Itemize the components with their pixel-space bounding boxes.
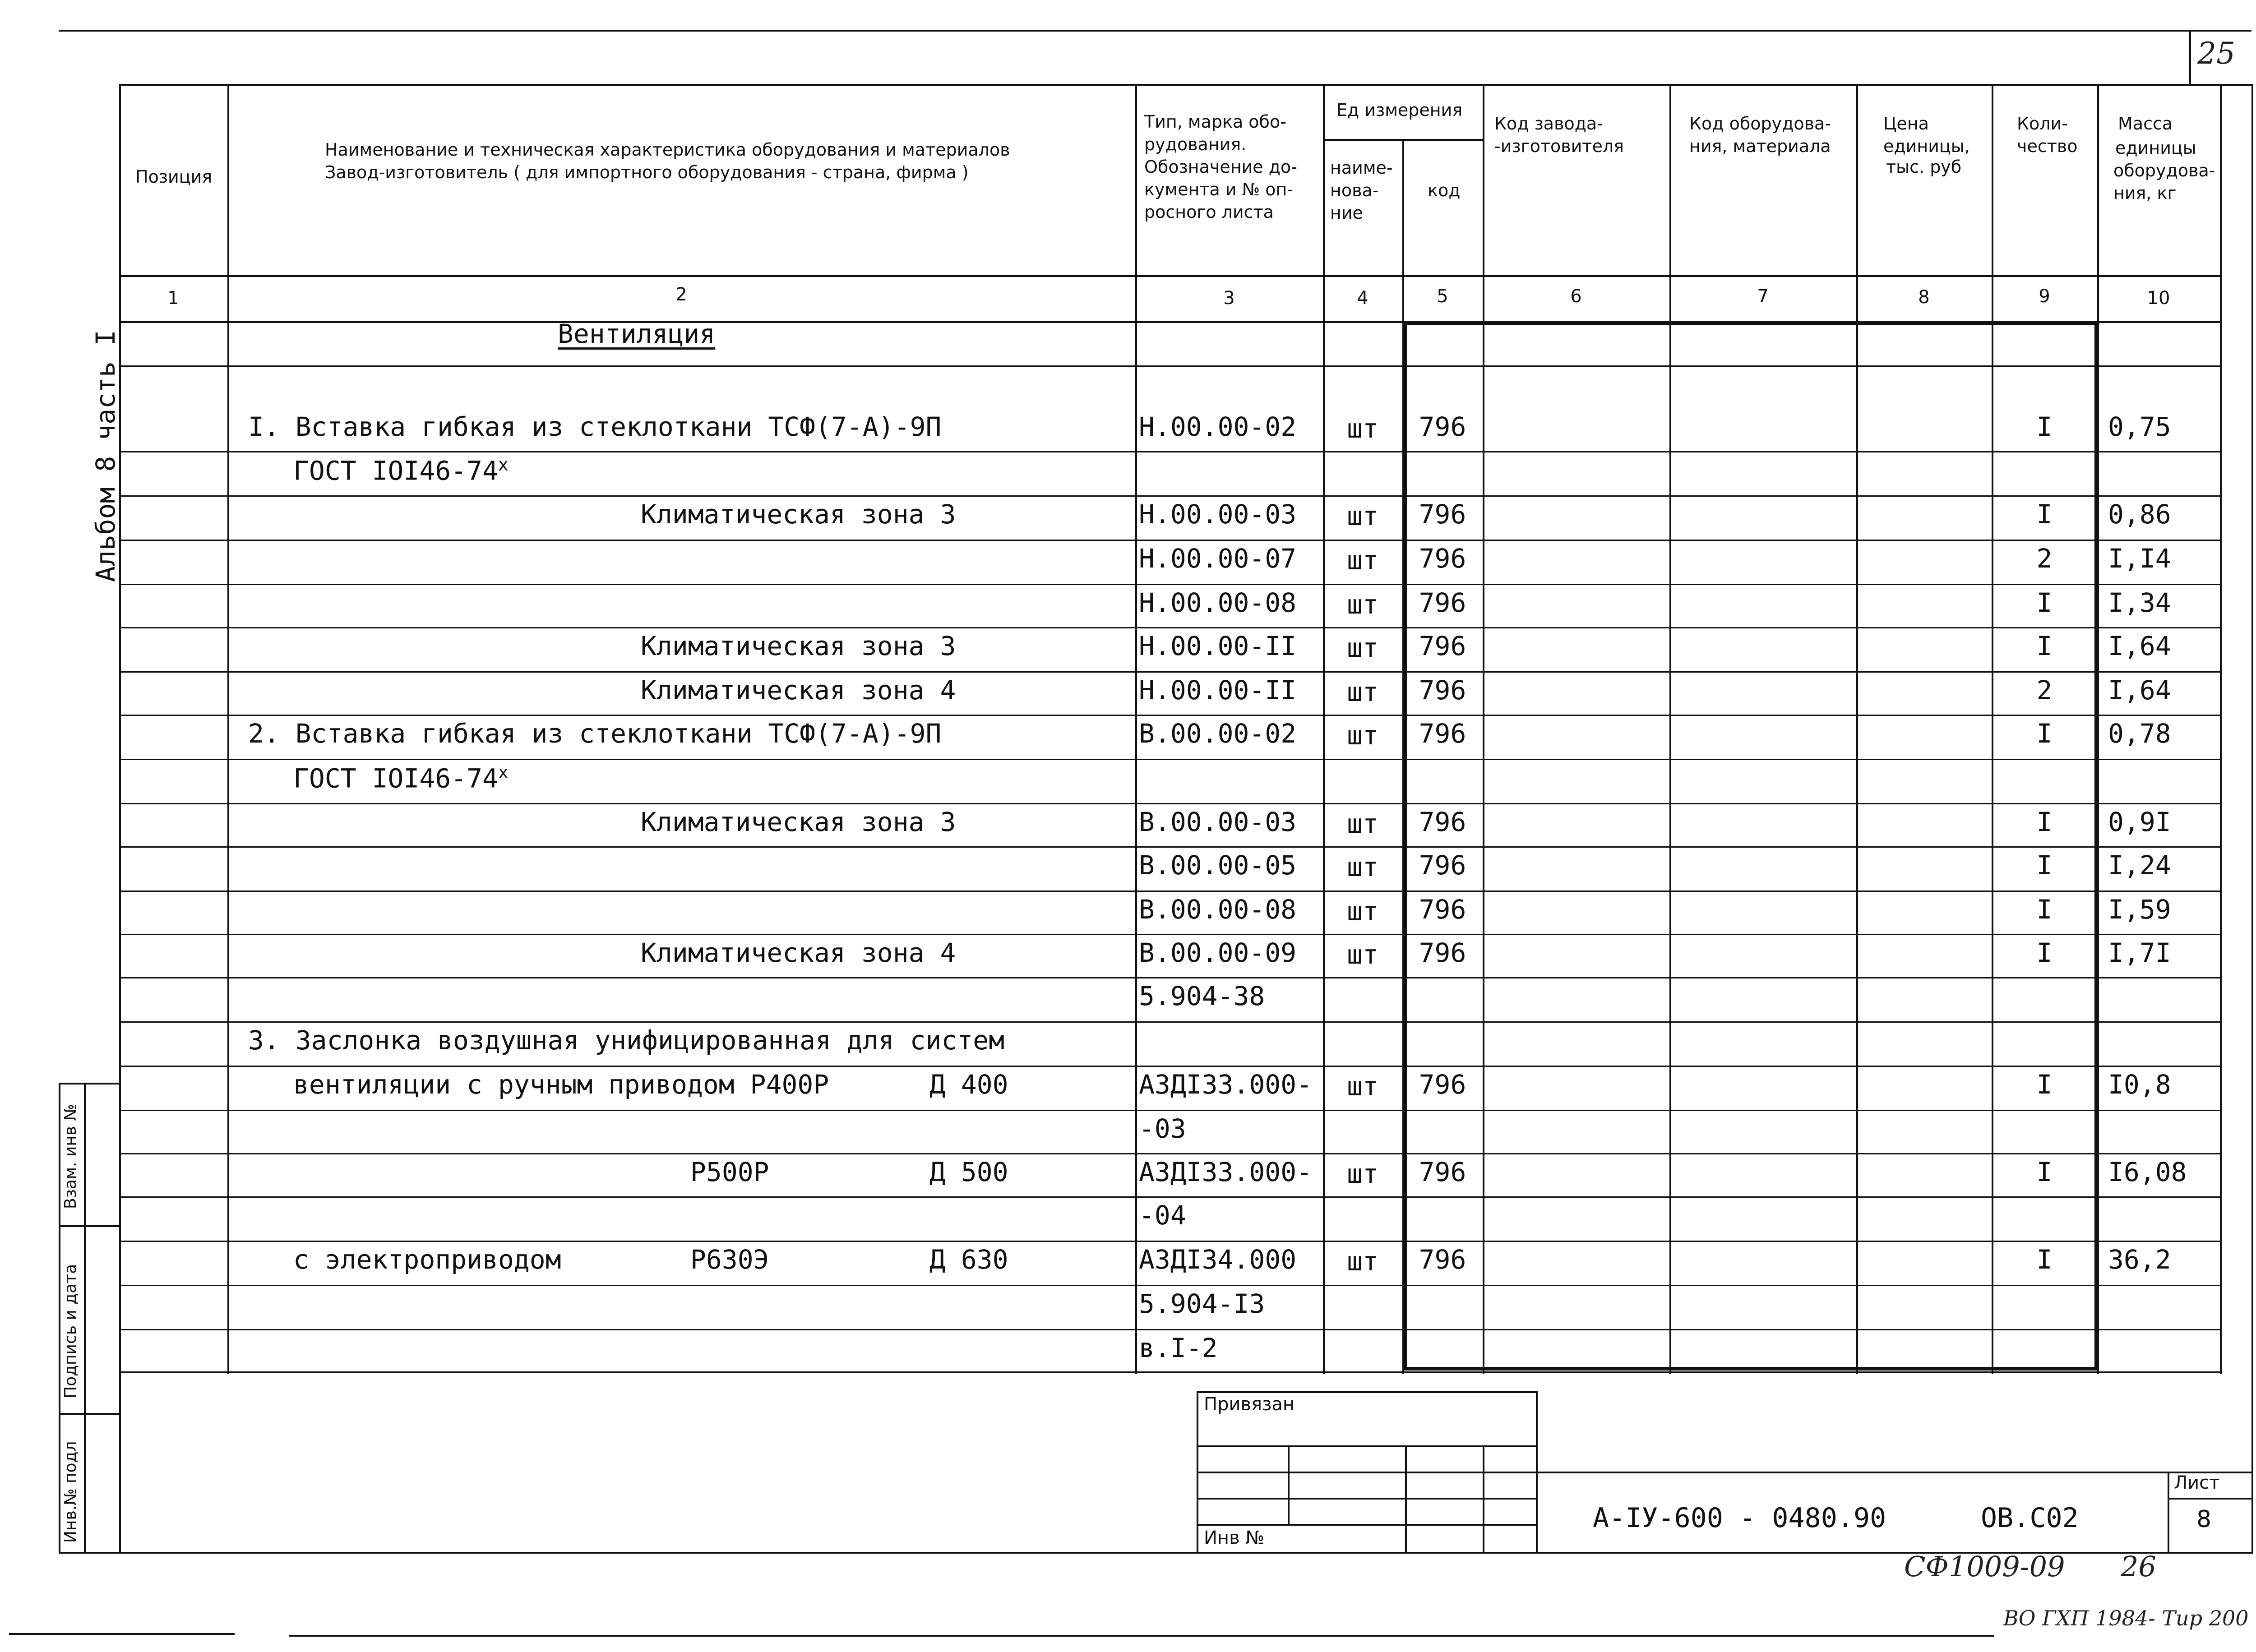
item-name: Климатическая зона 3 [641,807,956,837]
hdr-price-l1: Цена [1883,114,1929,134]
stamp-strip-mid [84,1083,86,1554]
item-mass: I,7I [2108,937,2171,968]
item-drive-model: Р630Э [690,1244,769,1275]
item-name: I. Вставка гибкая из стеклоткани ТСФ(7-А)-9П [248,411,942,442]
item-mass: I,59 [2108,894,2171,925]
hdr-mass-l2: единицы [2115,138,2196,158]
row-separator [119,715,2222,716]
item-quantity: 2 [2036,543,2053,574]
item-unit-code: 796 [1419,631,1466,661]
colnum-4: 4 [1357,288,1368,309]
bold-block-right [2094,321,2098,1371]
item-name: Климатическая зона 3 [641,631,956,661]
section-title: Вентиляция [558,318,716,349]
item-unit-code: 796 [1419,718,1466,749]
colnum-3: 3 [1223,288,1235,309]
frame-right [2251,84,2253,1553]
item-unit: шт [1347,808,1378,839]
hdr-type-l3: Обозначение до- [1144,157,1297,177]
row-separator [119,451,2222,452]
item-name: ГОСТ IOI46-74$^x$ [293,762,509,794]
item-quantity: I [2036,631,2053,661]
item-unit: шт [1347,852,1378,882]
item-unit-code: 796 [1419,937,1466,968]
col-line-10 [2220,84,2222,1374]
item-type-mark: Н.00.00-II [1139,675,1297,706]
hdr-maker-code-l1: Код завода- [1494,114,1603,134]
page-number: 25 [2197,36,2235,71]
item-type-mark: 5.904-38 [1139,981,1265,1011]
item-unit-code: 796 [1419,587,1466,618]
item-quantity: I [2036,587,2053,618]
item-name: ГОСТ IOI46-74$^x$ [293,455,509,486]
hdr-qty-l2: чество [2017,136,2078,156]
item-type-mark: Н.00.00-02 [1139,411,1297,442]
item-mass: 0,86 [2108,499,2171,530]
item-quantity: I [2036,807,2053,837]
bottom-rule-left [9,1633,235,1635]
hdr-mass-l4: ния, кг [2113,183,2177,203]
hdr-name-l2: Завод-изготовитель ( для импортного оборудования - страна, фирма ) [325,162,969,182]
hdr-mass-l1: Масса [2118,114,2173,134]
stamp-strip-left [59,1083,60,1554]
item-diameter: Д 400 [929,1069,1008,1100]
item-name: Р500Р [690,1157,769,1187]
hdr-type-l4: кумента и № оп- [1144,180,1294,199]
item-mass: I,I4 [2108,543,2171,574]
colnum-2: 2 [675,284,687,305]
handwritten-code: СФ1009-09 [1904,1550,2065,1583]
col-line-1 [227,84,229,1374]
bold-block-top [1403,321,2098,325]
item-mass: 0,75 [2108,411,2171,442]
hdr-unit-name-l3: ние [1330,203,1363,223]
col-line-5 [1483,84,1484,1374]
side-album-label: Альбом 8 часть I [90,330,121,582]
item-name: Климатическая зона 4 [641,675,956,706]
doc-code: А-IУ-600 - 0480.90 [1593,1502,1886,1534]
item-mass: 0,9I [2108,807,2171,837]
item-mass: 36,2 [2108,1244,2171,1275]
hdr-mass-l3: оборудова- [2113,161,2215,180]
stamp-sign-label: Подпись и дата [61,1264,80,1398]
item-type-mark: -03 [1139,1113,1186,1144]
item-unit: шт [1347,720,1378,751]
title-block-top [1536,1472,2253,1473]
hdr-name-l1: Наименование и техническая характеристика оборудования и материалов [325,140,1010,160]
handwritten-number: 26 [2121,1550,2156,1583]
hdr-equip-code-l2: ния, материала [1689,136,1831,156]
item-type-mark: Н.00.00-08 [1139,587,1297,618]
frame-top [119,84,2253,86]
row-separator [119,1285,2222,1286]
row-separator [119,1110,2222,1111]
stamp-strip-sep1 [59,1225,121,1227]
colnum-6: 6 [1570,286,1582,307]
item-unit: шт [1347,632,1378,663]
row-separator [119,1241,2222,1242]
hdr-type-l2: рудования. [1144,134,1247,154]
linked-col-2 [1405,1445,1407,1552]
item-name: 2. Вставка гибкая из стеклоткани ТСФ(7-А)-9П [248,718,942,749]
hdr-qty-l1: Коли- [2017,114,2068,134]
hdr-unit-code: код [1428,180,1461,200]
page-number-box-left [2189,32,2191,86]
bottom-rule-right [289,1635,1994,1637]
hdr-equip-code-l1: Код оборудова- [1689,114,1831,134]
item-diameter: Д 630 [929,1244,1008,1275]
superscript-mark: x [498,455,509,475]
item-name: вентиляции с ручным приводом Р400Р [293,1069,829,1100]
sheet-number: 8 [2196,1506,2212,1533]
row-separator [119,1066,2222,1067]
colnum-5: 5 [1437,286,1448,307]
stamp-strip-sep2 [59,1413,121,1415]
row-separator [119,846,2222,848]
superscript-mark: x [498,762,509,782]
linked-col-1 [1288,1445,1290,1525]
item-unit: шт [1347,545,1378,576]
row-separator [119,495,2222,497]
row-separator [119,934,2222,935]
sheet-box-left [2168,1472,2169,1553]
item-mass: I6,08 [2108,1157,2187,1187]
item-name: Климатическая зона 3 [641,499,956,530]
item-unit-code: 796 [1419,1157,1466,1187]
row-separator [119,1196,2222,1198]
item-quantity: I [2036,499,2053,530]
linked-label: Привязан [1204,1394,1295,1415]
item-name: с электроприводом [293,1244,561,1275]
col-line-2 [1135,84,1137,1374]
item-quantity: I [2036,894,2053,925]
sheet-label: Лист [2174,1472,2220,1493]
item-quantity: I [2036,411,2053,442]
row-separator [119,891,2222,892]
row-separator [119,1021,2222,1023]
linked-row-1 [1197,1445,1538,1447]
col-line-7 [1856,84,1858,1374]
item-unit-code: 796 [1419,1069,1466,1100]
item-type-mark: Н.00.00-03 [1139,499,1297,530]
hdr-position: Позиция [135,167,213,187]
sheet-code: ОВ.С02 [1981,1502,2079,1534]
item-quantity: I [2036,1069,2053,1100]
stamp-replace-label: Взам. инв № [61,1104,80,1209]
bold-block-left [1403,321,1407,1371]
item-name: Климатическая зона 4 [641,937,956,968]
item-unit-code: 796 [1419,543,1466,574]
row-separator [119,584,2222,585]
colnum-1: 1 [167,288,179,309]
col-line-6 [1669,84,1671,1374]
item-unit: шт [1347,677,1378,707]
row-separator [119,1153,2222,1154]
row-separator [119,1371,2222,1373]
colnum-9: 9 [2039,286,2050,307]
item-quantity: I [2036,937,2053,968]
item-unit-code: 796 [1419,894,1466,925]
item-mass: 0,78 [2108,718,2171,749]
linked-row-4 [1197,1524,1538,1526]
row-separator [119,1329,2222,1330]
item-quantity: I [2036,1157,2053,1187]
item-type-mark: В.00.00-09 [1139,937,1297,968]
item-mass: I0,8 [2108,1069,2171,1100]
item-unit-code: 796 [1419,675,1466,706]
item-type-mark: В.00.00-02 [1139,718,1297,749]
item-mass: I,34 [2108,587,2171,618]
hdr-price-l3: тыс. руб [1886,157,1962,177]
colnum-7: 7 [1757,286,1769,307]
item-quantity: I [2036,850,2053,881]
item-quantity: I [2036,1244,2053,1275]
hdr-type-l1: Тип, марка обо- [1144,112,1286,132]
item-quantity: I [2036,718,2053,749]
hdr-unit-name-l2: нова- [1330,180,1379,200]
item-type-mark: Н.00.00-II [1139,631,1297,661]
sheet-box-sep [2168,1498,2253,1500]
item-type-mark: АЗДI34.000 [1139,1244,1297,1275]
linked-row-2 [1197,1472,1538,1473]
colnum-10: 10 [2147,288,2170,309]
item-type-mark: 5.904-I3 [1139,1288,1265,1319]
hdr-unit-name-l1: наиме- [1330,158,1393,178]
row-separator [119,365,2222,367]
item-unit-code: 796 [1419,807,1466,837]
item-type-mark: В.00.00-08 [1139,894,1297,925]
header-bottom-line [119,275,2222,277]
row-separator [119,803,2222,804]
linked-row-3 [1197,1498,1538,1500]
stamp-inv-label: Инв.№ подл [61,1441,80,1543]
top-rule [59,30,2251,32]
item-unit-code: 796 [1419,411,1466,442]
bold-block-bottom [1403,1367,2098,1371]
row-separator [119,671,2222,673]
item-type-mark: в.I-2 [1139,1333,1218,1363]
row-separator [119,759,2222,760]
item-unit-code: 796 [1419,499,1466,530]
item-type-mark: Н.00.00-07 [1139,543,1297,574]
item-unit: шт [1347,1071,1378,1102]
item-type-mark: АЗДI33.000- [1139,1069,1313,1100]
inv-no-label: Инв № [1204,1527,1264,1548]
item-unit-code: 796 [1419,1244,1466,1275]
item-diameter: Д 500 [929,1157,1008,1187]
row-separator [119,627,2222,628]
item-type-mark: -04 [1139,1200,1186,1231]
hdr-price-l2: единицы, [1883,136,1970,156]
item-unit: шт [1347,939,1378,970]
item-type-mark: АЗДI33.000- [1139,1157,1313,1187]
colnum-8: 8 [1918,287,1930,308]
item-unit: шт [1347,1158,1378,1189]
item-mass: I,64 [2108,675,2171,706]
item-quantity: 2 [2036,675,2053,706]
row-separator [119,977,2222,978]
linked-box-top [1197,1391,1538,1393]
item-type-mark: В.00.00-03 [1139,807,1297,837]
row-separator [119,540,2222,541]
item-unit: шт [1347,1246,1378,1277]
hdr-type-l5: росного листа [1144,202,1274,222]
handwritten-corner: ВО ГХП 1984- Тир 200 [2003,1606,2249,1630]
item-unit-code: 796 [1419,850,1466,881]
item-unit: шт [1347,589,1378,620]
item-unit: шт [1347,896,1378,927]
item-mass: I,24 [2108,850,2171,881]
item-type-mark: В.00.00-05 [1139,850,1297,881]
hdr-unit-group: Ед измерения [1336,100,1463,120]
item-unit: шт [1347,501,1378,531]
stamp-strip-top [59,1083,121,1084]
item-name: 3. Заслонка воздушная унифицированная для систем [248,1025,1005,1056]
item-unit: шт [1347,413,1378,444]
linked-col-3 [1483,1445,1484,1552]
item-mass: I,64 [2108,631,2171,661]
hdr-maker-code-l2: -изготовителя [1494,136,1624,156]
